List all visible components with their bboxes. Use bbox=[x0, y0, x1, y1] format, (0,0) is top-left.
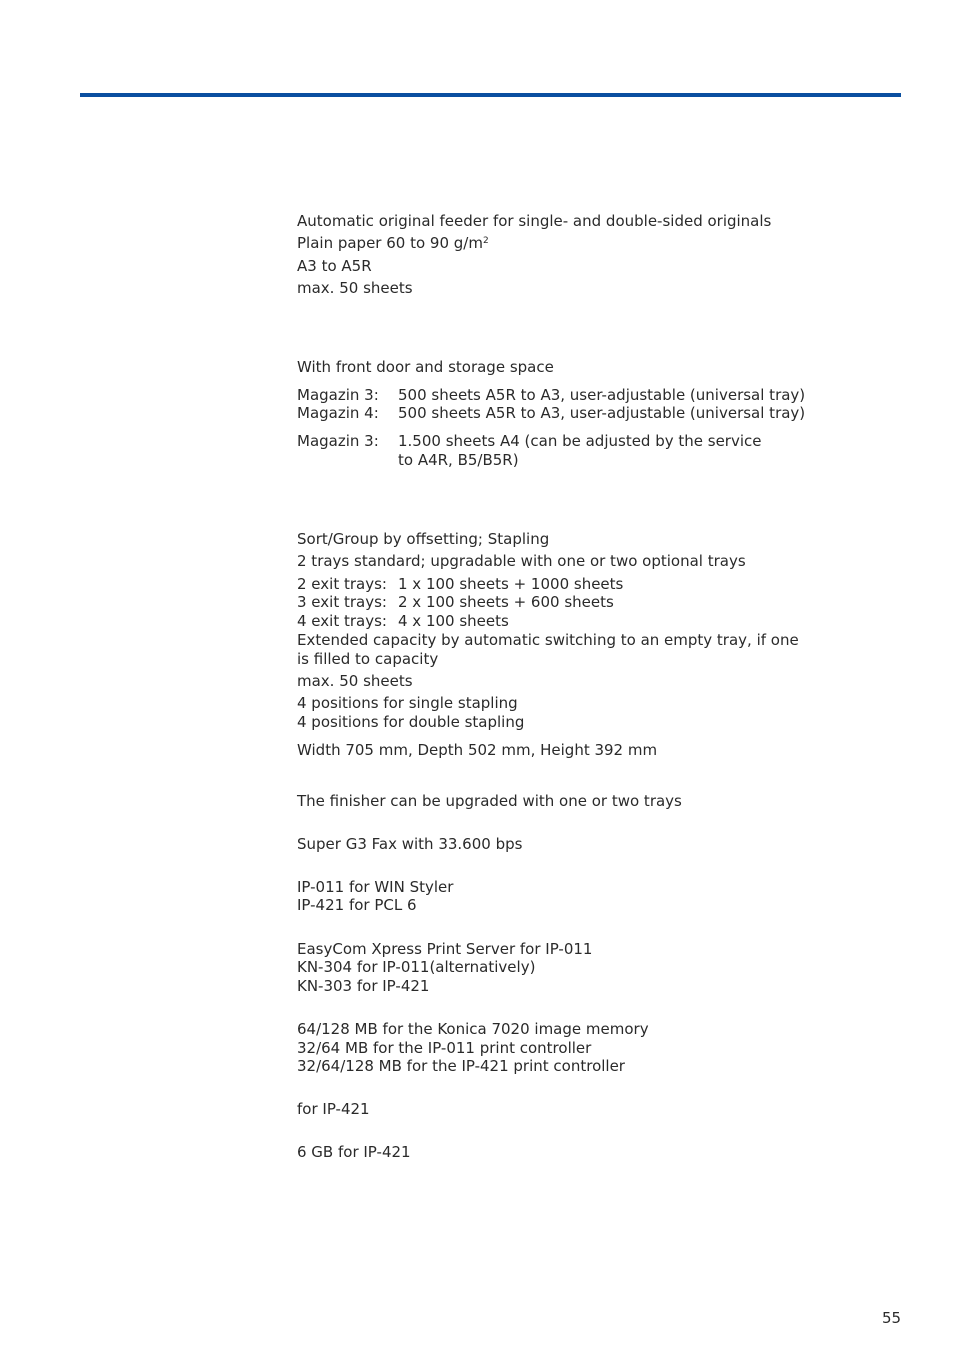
memory-item: 64/128 MB for the Konica 7020 image memory bbox=[297, 1020, 649, 1038]
exit-tray-value: 2 x 100 sheets + 600 sheets bbox=[398, 593, 614, 611]
feeder-sizes: A3 to A5R bbox=[297, 257, 372, 275]
lct-value-line2: to A4R, B5/B5R) bbox=[398, 451, 519, 469]
exit-tray-label: 4 exit trays: bbox=[297, 612, 387, 630]
finisher-trays-note: 2 trays standard; upgradable with one or two optional trays bbox=[297, 552, 746, 570]
extended-capacity-line2: is filled to capacity bbox=[297, 650, 439, 668]
memory-item: 32/64/128 MB for the IP-421 print controller bbox=[297, 1057, 625, 1075]
page-number: 55 bbox=[882, 1309, 902, 1327]
memory-item: 32/64 MB for the IP-011 print controller bbox=[297, 1039, 592, 1057]
cabinet-description: With front door and storage space bbox=[297, 358, 554, 376]
feeder-capacity: max. 50 sheets bbox=[297, 279, 413, 297]
feeder-description: Automatic original feeder for single- and double-sided originals bbox=[297, 212, 772, 230]
header-rule bbox=[80, 93, 901, 97]
exit-tray-value: 1 x 100 sheets + 1000 sheets bbox=[398, 575, 624, 593]
staple-single: 4 positions for single stapling bbox=[297, 694, 518, 712]
exit-tray-value: 4 x 100 sheets bbox=[398, 612, 509, 630]
paper-unit-exponent: 2 bbox=[482, 236, 489, 246]
feeder-paper: Plain paper 60 to 90 $g/m^2$ bbox=[297, 234, 489, 252]
tray-label: Magazin 4: bbox=[297, 404, 379, 422]
hdd-spec: 6 GB for IP-421 bbox=[297, 1143, 411, 1161]
tray-label: Magazin 3: bbox=[297, 386, 379, 404]
lct-value-line1: 1.500 sheets A4 (can be adjusted by the service bbox=[398, 432, 762, 450]
extended-capacity-line1: Extended capacity by automatic switching to an empty tray, if one bbox=[297, 631, 799, 649]
tray-value: 500 sheets A5R to A3, user-adjustable (universal tray) bbox=[398, 404, 806, 422]
network-item: KN-304 for IP-011(alternatively) bbox=[297, 958, 536, 976]
finisher-dimensions: Width 705 mm, Depth 502 mm, Height 392 mm bbox=[297, 741, 658, 759]
option-for: for IP-421 bbox=[297, 1100, 370, 1118]
fax-spec: Super G3 Fax with 33.600 bps bbox=[297, 835, 523, 853]
network-item: EasyCom Xpress Print Server for IP-011 bbox=[297, 940, 593, 958]
finisher-functions: Sort/Group by offsetting; Stapling bbox=[297, 530, 550, 548]
controller-item: IP-421 for PCL 6 bbox=[297, 896, 417, 914]
exit-tray-label: 3 exit trays: bbox=[297, 593, 387, 611]
exit-tray-label: 2 exit trays: bbox=[297, 575, 387, 593]
tray-value: 500 sheets A5R to A3, user-adjustable (universal tray) bbox=[398, 386, 806, 404]
network-item: KN-303 for IP-421 bbox=[297, 977, 430, 995]
controller-item: IP-011 for WIN Styler bbox=[297, 878, 454, 896]
staple-capacity: max. 50 sheets bbox=[297, 672, 413, 690]
staple-double: 4 positions for double stapling bbox=[297, 713, 525, 731]
tray-upgrade: The finisher can be upgraded with one or two trays bbox=[297, 792, 682, 810]
lct-label: Magazin 3: bbox=[297, 432, 379, 450]
